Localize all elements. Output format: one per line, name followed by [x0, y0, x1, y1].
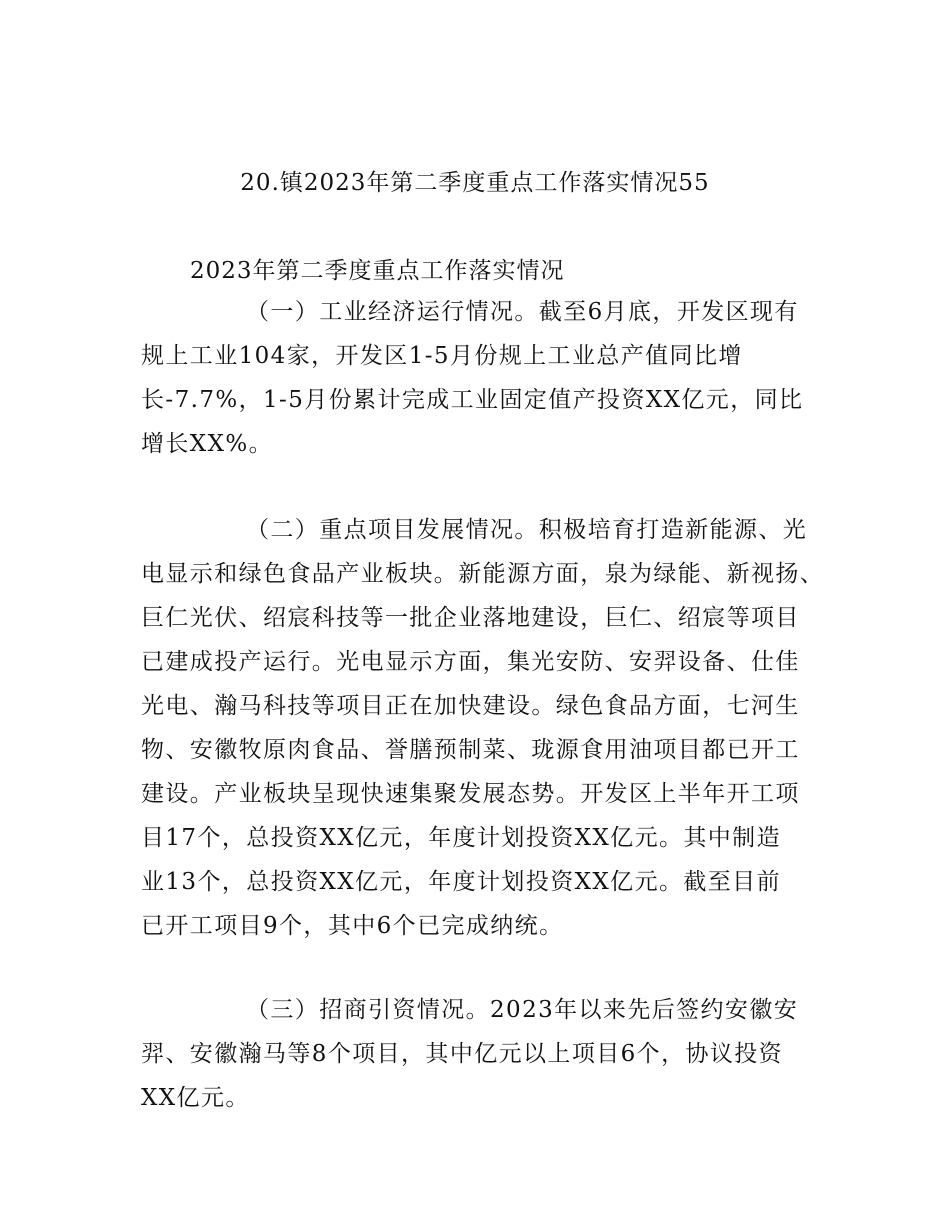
paragraph-line: 巨仁光伏、绍宸科技等一批企业落地建设，巨仁、绍宸等项目 [141, 605, 800, 631]
paragraph-line: （三）招商引资情况。2023年以来先后签约安徽安 [246, 997, 799, 1023]
paragraph-line: 电显示和绿色食品产业板块。新能源方面，泉为绿能、新视扬、 [141, 561, 825, 587]
paragraph-line: 规上工业104家，开发区1-5月份规上工业总产值同比增 [141, 343, 743, 369]
paragraph-line: 增长XX%。 [141, 431, 274, 457]
section-key-projects [141, 508, 831, 948]
document-title: 20.镇2023年第二季度重点工作落实情况55 [240, 170, 710, 196]
paragraph-line: 建设。产业板块呈现快速集聚发展态势。开发区上半年开工项 [141, 781, 800, 807]
paragraph-line: 业13个，总投资XX亿元，年度计划投资XX亿元。截至目前 [141, 869, 781, 895]
section-investment-attraction [141, 988, 831, 1120]
paragraph-line: XX亿元。 [141, 1085, 250, 1111]
paragraph-line: 长-7.7%，1-5月份累计完成工业固定值产投资XX亿元，同比 [141, 387, 804, 413]
paragraph-line: 已建成投产运行。光电显示方面，集光安防、安羿设备、仕佳 [141, 649, 800, 675]
paragraph-line: 物、安徽牧原肉食品、誉膳预制菜、珑源食用油项目都已开工 [141, 737, 800, 763]
paragraph-line: 已开工项目9个，其中6个已完成纳统。 [141, 913, 564, 939]
document-subtitle: 2023年第二季度重点工作落实情况 [190, 258, 565, 284]
paragraph-line: （二）重点项目发展情况。积极培育打造新能源、光 [246, 517, 808, 543]
paragraph-line: （一）工业经济运行情况。截至6月底，开发区现有 [246, 299, 799, 325]
paragraph-line: 目17个，总投资XX亿元，年度计划投资XX亿元。其中制造 [141, 825, 781, 851]
paragraph-line: 光电、瀚马科技等项目正在加快建设。绿色食品方面，七河生 [141, 693, 800, 719]
section-industrial-economy [141, 290, 831, 466]
paragraph-line: 羿、安徽瀚马等8个项目，其中亿元以上项目6个，协议投资 [141, 1041, 784, 1067]
